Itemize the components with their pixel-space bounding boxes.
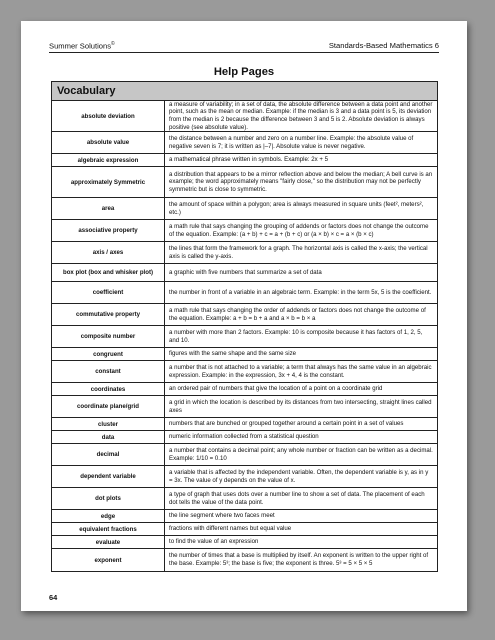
- vocabulary-term: coordinate plane/grid: [52, 396, 165, 417]
- vocabulary-row: [52, 431, 437, 444]
- vocabulary-rows: [52, 101, 437, 571]
- vocabulary-term: algebraic expression: [52, 154, 165, 166]
- vocabulary-term: coordinates: [52, 383, 165, 395]
- vocabulary-term: box plot (box and whisker plot): [52, 264, 165, 281]
- vocabulary-row: [52, 361, 437, 383]
- vocabulary-definition: the line segment where two faces meet: [169, 512, 275, 520]
- vocabulary-term: commutative property: [52, 304, 165, 325]
- vocabulary-term: dependent variable: [52, 466, 165, 487]
- vocabulary-row: [52, 549, 437, 571]
- vocabulary-definition: a math rule that says changing the grouping of addends or factors does not change the outcome of the equation. Example: (a + b) + c = a + (b + c) or (a × b) × c = a × (b × c): [169, 222, 429, 238]
- vocabulary-row: [52, 348, 437, 361]
- vocabulary-definition: a mathematical phrase written in symbols. Example: 2x + 5: [169, 156, 329, 164]
- vocabulary-row: [52, 167, 437, 198]
- vocabulary-definition: a variable that is affected by the independent variable. Often, the dependent variable is y, as in y = 3x. The value of y depends on the value of x.: [169, 468, 429, 484]
- vocabulary-definition: a type of graph that uses dots over a number line to show a set of data. The placement of each dot tells the value of the data point.: [169, 490, 425, 506]
- vocabulary-row: [52, 304, 437, 326]
- page-title: Help Pages: [213, 66, 275, 78]
- vocabulary-definition: the number in front of a variable in an algebraic term. Example: in the term 5x, 5 is the coefficient.: [169, 288, 432, 296]
- vocabulary-term: absolute deviation: [52, 101, 165, 131]
- vocabulary-table: [51, 81, 438, 572]
- vocabulary-term: edge: [52, 510, 165, 522]
- vocabulary-definition: a measure of variability; in a set of data, the absolute difference between a data point and another point, such as the mean or median. Example: if the median is 3 and a data point is 5, its deviation from the median is 2 because the difference between 3 and 5 is 2. Absolute deviation is always positive (see absolute value).: [169, 101, 433, 131]
- vocabulary-row: [52, 396, 437, 418]
- vocabulary-definition: the lines that form the framework for a graph. The horizontal axis is called the x-axis; the vertical axis is called the y-axis.: [169, 244, 428, 260]
- vocabulary-term: congruent: [52, 348, 165, 360]
- vocabulary-definition: numeric information collected from a statistical question: [169, 433, 319, 441]
- vocabulary-term: exponent: [52, 549, 165, 571]
- vocabulary-definition: the amount of space within a polygon; area is always measured in square units (feet², meters², etc.): [169, 200, 424, 216]
- vocabulary-row: [52, 154, 437, 167]
- vocabulary-term: decimal: [52, 444, 165, 465]
- vocabulary-term: constant: [52, 361, 165, 382]
- vocabulary-term: approximately Symmetric: [52, 167, 165, 197]
- vocabulary-definition: a distribution that appears to be a mirror reflection above and below the median; A bell curve is an example; the word approximately means "fairly close," so the distribution may not be perfectly symmetric but is close to symmetric.: [169, 170, 433, 193]
- vocabulary-term: coefficient: [52, 282, 165, 303]
- vocabulary-row: [52, 444, 437, 466]
- vocabulary-definition: a number with more than 2 factors. Example: 10 is composite because it has factors of 1, 2, 5, and 10.: [169, 328, 423, 344]
- vocabulary-row: [52, 523, 437, 536]
- vocabulary-definition: a math rule that says changing the order of addends or factors does not change the outcome of the equation. Example: a + b = b + a and a × b = b × a: [169, 306, 426, 322]
- vocabulary-row: [52, 383, 437, 396]
- vocabulary-row: [52, 132, 437, 154]
- running-header: [49, 41, 439, 51]
- vocabulary-definition: numbers that are bunched or grouped together around a certain point in a set of values: [169, 420, 404, 428]
- vocabulary-row: [52, 326, 437, 348]
- header-book-title: Standards-Based Mathematics 6: [328, 41, 439, 50]
- vocabulary-term: evaluate: [52, 536, 165, 548]
- vocabulary-term: cluster: [52, 418, 165, 430]
- header-rule: [49, 52, 439, 53]
- vocabulary-definition: fractions with different names but equal value: [169, 525, 292, 533]
- vocabulary-row: [52, 510, 437, 523]
- vocabulary-definition: the distance between a number and zero on a number line. Example: the absolute value of negative seven is 7; it is written as |–7|. Absolute value is never negative.: [169, 134, 414, 150]
- vocabulary-definition: figures with the same shape and the same size: [169, 350, 297, 358]
- vocabulary-row: [52, 101, 437, 132]
- vocabulary-term: dot plots: [52, 488, 165, 509]
- vocabulary-row: [52, 242, 437, 264]
- vocabulary-term: data: [52, 431, 165, 443]
- document-page: [21, 21, 467, 611]
- page-number: 64: [49, 593, 58, 602]
- vocabulary-term: composite number: [52, 326, 165, 347]
- header-series-title: Summer Solutions©: [49, 41, 115, 51]
- vocabulary-row: [52, 418, 437, 431]
- vocabulary-row: [52, 282, 437, 304]
- vocabulary-term: axis / axes: [52, 242, 165, 263]
- vocabulary-row: [52, 220, 437, 242]
- vocabulary-row: [52, 536, 437, 549]
- vocabulary-row: [52, 264, 437, 282]
- vocabulary-term: area: [52, 198, 165, 219]
- vocabulary-definition: a graphic with five numbers that summarize a set of data: [169, 268, 322, 276]
- copyright-mark: ©: [111, 41, 115, 47]
- vocabulary-definition: a grid in which the location is described by its distances from two intersecting, straight lines called axes: [169, 398, 432, 414]
- vocabulary-definition: a number that contains a decimal point; any whole number or fraction can be written as a decimal. Example: 1/10 = 0.10: [169, 446, 433, 462]
- vocabulary-definition: an ordered pair of numbers that give the location of a point on a coordinate grid: [169, 385, 383, 393]
- vocabulary-heading: Vocabulary: [52, 82, 437, 101]
- vocabulary-row: [52, 466, 437, 488]
- vocabulary-term: equivalent fractions: [52, 523, 165, 535]
- vocabulary-row: [52, 198, 437, 220]
- vocabulary-term: associative property: [52, 220, 165, 241]
- vocabulary-term: absolute value: [52, 132, 165, 153]
- vocabulary-definition: the number of times that a base is multiplied by itself. An exponent is written to the upper right of the base. Example: 5³; the base is five; the exponent is three. 5³ = 5 × 5 × 5: [169, 552, 429, 567]
- vocabulary-row: [52, 488, 437, 510]
- vocabulary-definition: to find the value of an expression: [169, 538, 259, 546]
- vocabulary-definition: a number that is not attached to a variable; a term that always has the same value in an algebraic expression. Example: in the expression, 3x + 4, 4 is the constant.: [169, 363, 432, 379]
